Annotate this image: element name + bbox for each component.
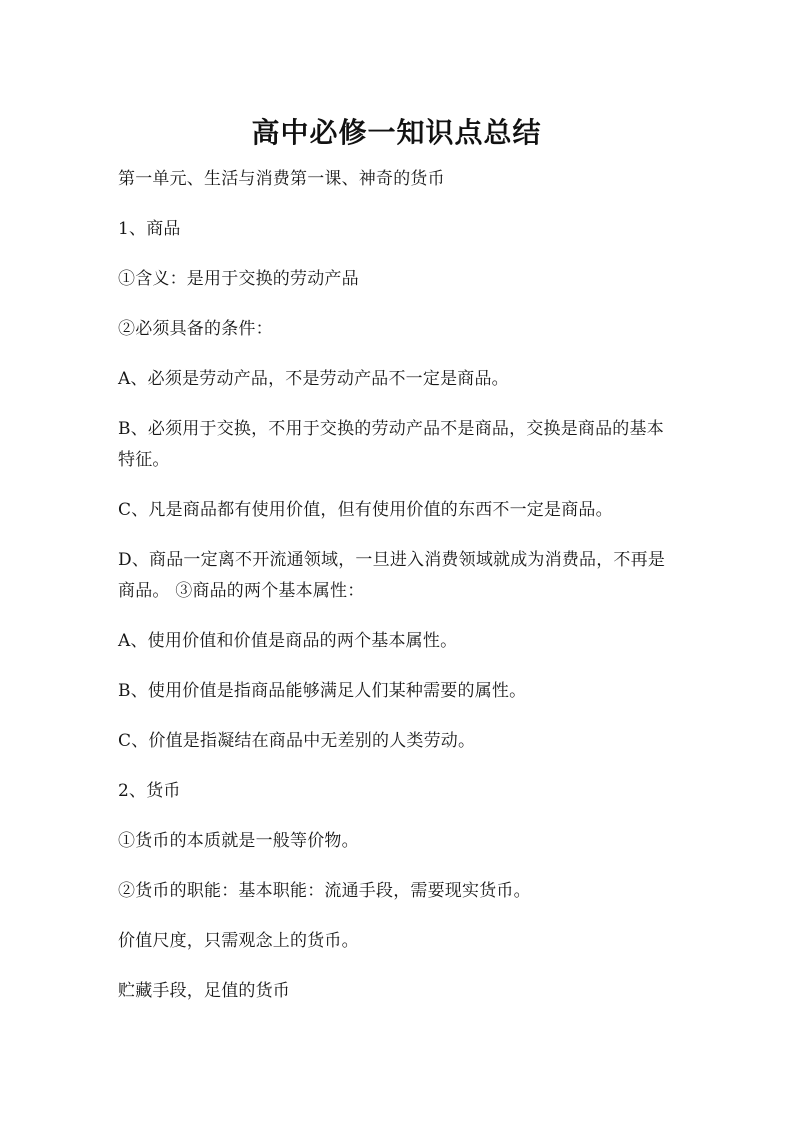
- paragraph-value-measure: 价值尺度，只需观念上的货币。: [118, 931, 359, 951]
- paragraph-attribute-a: A、使用价值和价值是商品的两个基本属性。: [118, 631, 458, 651]
- paragraph-attribute-b: B、使用价值是指商品能够满足人们某种需要的属性。: [118, 681, 527, 701]
- paragraph-section-currency: 2、货币: [118, 781, 181, 801]
- paragraph-currency-essence: ①货币的本质就是一般等价物。: [118, 831, 359, 851]
- paragraph-required-conditions: ②必须具备的条件：: [118, 319, 273, 339]
- paragraph-commodity-definition: ①含义：是用于交换的劳动产品: [118, 269, 359, 289]
- page-title: 高中必修一知识点总结: [251, 115, 542, 149]
- paragraph-currency-functions: ②货币的职能：基本职能：流通手段，需要现实货币。: [118, 881, 531, 901]
- paragraph-condition-c: C、凡是商品都有使用价值，但有使用价值的东西不一定是商品。: [118, 500, 613, 520]
- paragraph-storage-function: 贮藏手段，足值的货币: [118, 981, 290, 1001]
- paragraph-condition-d: D、商品一定离不开流通领域，一旦进入消费领域就成为消费品，不再是商品。 ③商品的两个基本属性：: [118, 550, 666, 601]
- document-body: [118, 164, 678, 1026]
- paragraph-condition-b: B、必须用于交换，不用于交换的劳动产品不是商品，交换是商品的基本特征。: [118, 419, 664, 470]
- paragraph-attribute-c: C、价值是指凝结在商品中无差别的人类劳动。: [118, 731, 476, 751]
- paragraph-section-commodity: 1、商品: [118, 219, 181, 239]
- paragraph-unit-heading: 第一单元、生活与消费第一课、神奇的货币: [118, 169, 445, 189]
- paragraph-condition-a: A、必须是劳动产品，不是劳动产品不一定是商品。: [118, 369, 509, 389]
